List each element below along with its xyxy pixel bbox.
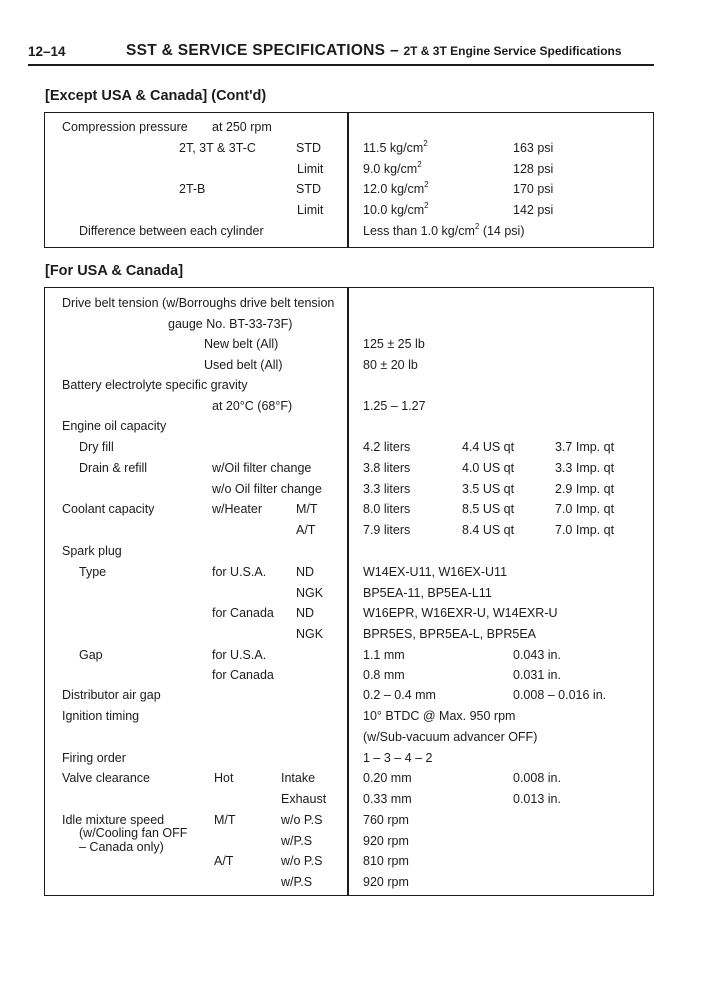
oil-liters: 4.2 liters xyxy=(363,440,411,454)
new-belt-value: 125 ± 25 lb xyxy=(363,337,425,351)
idle-label-3: – Canada only) xyxy=(79,840,164,854)
intake-label: Intake xyxy=(281,771,316,785)
used-belt-value: 80 ± 20 lb xyxy=(363,358,418,372)
exhaust-mm: 0.33 mm xyxy=(363,792,412,806)
ngk-label: NGK xyxy=(296,627,324,641)
ignition-label: Ignition timing xyxy=(62,709,140,723)
oil-imp-qt: 3.3 Imp. qt xyxy=(555,461,615,475)
oil-label: Engine oil capacity xyxy=(62,419,167,433)
for-canada-label: for Canada xyxy=(212,606,274,620)
for-usa-label: for U.S.A. xyxy=(212,648,267,662)
ngk-label: NGK xyxy=(296,586,324,600)
oil-liters: 3.3 liters xyxy=(363,482,411,496)
spark-type-value: W14EX-U11, W16EX-U11 xyxy=(363,565,508,579)
ignition-condition: (w/Sub-vacuum advancer OFF) xyxy=(363,730,538,744)
exhaust-label: Exhaust xyxy=(281,792,327,806)
engine-2t-3t: 2T, 3T & 3T-C xyxy=(179,141,256,155)
std-label: STD xyxy=(296,141,321,155)
idle-label-2: (w/Cooling fan OFF xyxy=(79,826,188,840)
difference-value xyxy=(363,224,525,238)
wo-filter-label: w/o Oil filter change xyxy=(212,482,322,496)
value: 9.0 xyxy=(363,162,381,176)
unit-exponent: 2 xyxy=(424,201,429,210)
hot-label: Hot xyxy=(214,771,234,785)
distributor-in: 0.008 – 0.016 in. xyxy=(513,688,607,702)
header-rule xyxy=(28,64,654,66)
belt-label-2: gauge No. BT-33-73F) xyxy=(168,317,293,331)
compression-value-kg xyxy=(363,141,428,155)
valve-clearance-label: Valve clearance xyxy=(62,771,151,785)
idle-rpm: 760 rpm xyxy=(363,813,409,827)
limit-label: Limit xyxy=(297,203,324,217)
page-subtitle: 2T & 3T Engine Service Spedifications xyxy=(403,44,622,58)
unit: kg/cm xyxy=(383,162,418,176)
gap-canada-in: 0.031 in. xyxy=(513,668,561,682)
idle-rpm: 920 rpm xyxy=(363,875,409,889)
unit-exponent: 2 xyxy=(417,160,422,169)
mt-label: M/T xyxy=(214,813,236,827)
idle-rpm: 920 rpm xyxy=(363,834,409,848)
drain-refill-label: Drain & refill xyxy=(79,461,148,475)
idle-rpm: 810 rpm xyxy=(363,854,409,868)
table-divider xyxy=(347,112,349,248)
spark-type-value: BP5EA-11, BP5EA-L11 xyxy=(363,586,492,600)
std-label: STD xyxy=(296,182,321,196)
limit-label: Limit xyxy=(297,162,324,176)
spark-type-value: BPR5ES, BPR5EA-L, BPR5EA xyxy=(363,627,536,641)
battery-value: 1.25 – 1.27 xyxy=(363,399,426,413)
compression-rpm: at 250 rpm xyxy=(212,120,272,134)
compression-value-psi: 163 psi xyxy=(513,141,554,155)
exhaust-in: 0.013 in. xyxy=(513,792,561,806)
mt-label: M/T xyxy=(296,502,318,516)
intake-mm: 0.20 mm xyxy=(363,771,412,785)
used-belt-label: Used belt (All) xyxy=(204,358,283,372)
compression-value-psi: 142 psi xyxy=(513,203,554,217)
difference-prefix: Less than 1.0 kg/cm xyxy=(363,224,475,238)
compression-value-kg xyxy=(363,162,422,176)
nd-label: ND xyxy=(296,565,315,579)
value: 10.0 xyxy=(363,203,388,217)
firing-order-label: Firing order xyxy=(62,751,126,765)
battery-condition: at 20°C (68°F) xyxy=(212,399,293,413)
at-label: A/T xyxy=(296,523,316,537)
for-canada-label: for Canada xyxy=(212,668,274,682)
new-belt-label: New belt (All) xyxy=(204,337,279,351)
gap-usa-in: 0.043 in. xyxy=(513,648,561,662)
table-divider xyxy=(347,287,349,896)
unit: kg/cm xyxy=(389,141,424,155)
w-filter-label: w/Oil filter change xyxy=(212,461,312,475)
title-dash: – xyxy=(389,42,399,59)
spark-gap-label: Gap xyxy=(79,648,103,662)
spark-type-label: Type xyxy=(79,565,107,579)
page-title-main: SST & SERVICE SPECIFICATIONS xyxy=(126,42,386,59)
ignition-value: 10° BTDC @ Max. 950 rpm xyxy=(363,709,516,723)
value: 12.0 xyxy=(363,182,388,196)
oil-imp-qt: 2.9 Imp. qt xyxy=(555,482,615,496)
at-label: A/T xyxy=(214,854,234,868)
oil-us-qt: 4.0 US qt xyxy=(462,461,515,475)
unit-exponent: 2 xyxy=(424,180,429,189)
nd-label: ND xyxy=(296,606,315,620)
spark-plug-label: Spark plug xyxy=(62,544,122,558)
compression-label: Compression pressure xyxy=(62,120,188,134)
oil-imp-qt: 3.7 Imp. qt xyxy=(555,440,615,454)
dry-fill-label: Dry fill xyxy=(79,440,114,454)
distributor-label: Distributor air gap xyxy=(62,688,161,702)
battery-label: Battery electrolyte specific gravity xyxy=(62,378,248,392)
coolant-imp-qt: 7.0 Imp. qt xyxy=(555,502,615,516)
intake-in: 0.008 in. xyxy=(513,771,561,785)
belt-label-1: Drive belt tension (w/Borroughs drive belt tension xyxy=(62,296,335,310)
spark-type-value: W16EPR, W16EXR-U, W14EXR-U xyxy=(363,606,558,620)
w-ps-label: w/P.S xyxy=(281,834,313,848)
section-title-usa-canada: [For USA & Canada] xyxy=(45,263,184,279)
distributor-mm: 0.2 – 0.4 mm xyxy=(363,688,436,702)
wo-ps-label: w/o P.S xyxy=(281,854,323,868)
idle-label-1: Idle mixture speed xyxy=(62,813,165,827)
coolant-us-qt: 8.4 US qt xyxy=(462,523,515,537)
oil-us-qt: 3.5 US qt xyxy=(462,482,515,496)
heater-label: w/Heater xyxy=(212,502,263,516)
difference-suffix: (14 psi) xyxy=(482,224,525,238)
gap-usa-mm: 1.1 mm xyxy=(363,648,405,662)
compression-value-psi: 170 psi xyxy=(513,182,554,196)
for-usa-label: for U.S.A. xyxy=(212,565,267,579)
wo-ps-label: w/o P.S xyxy=(281,813,323,827)
page-title xyxy=(126,42,622,60)
compression-value-kg xyxy=(363,182,429,196)
unit: kg/cm xyxy=(390,182,425,196)
difference-label: Difference between each cylinder xyxy=(79,224,264,238)
unit: kg/cm xyxy=(390,203,425,217)
coolant-us-qt: 8.5 US qt xyxy=(462,502,515,516)
coolant-imp-qt: 7.0 Imp. qt xyxy=(555,523,615,537)
coolant-liters: 7.9 liters xyxy=(363,523,411,537)
w-ps-label: w/P.S xyxy=(281,875,313,889)
firing-order-value: 1 – 3 – 4 – 2 xyxy=(363,751,433,765)
compression-value-psi: 128 psi xyxy=(513,162,554,176)
coolant-label: Coolant capacity xyxy=(62,502,155,516)
oil-us-qt: 4.4 US qt xyxy=(462,440,515,454)
gap-canada-mm: 0.8 mm xyxy=(363,668,405,682)
section-title-except-usa-canada: [Except USA & Canada] (Cont'd) xyxy=(45,88,267,104)
unit-exponent: 2 xyxy=(474,222,480,231)
value: 11.5 xyxy=(363,141,387,155)
oil-liters: 3.8 liters xyxy=(363,461,411,475)
engine-2t-b: 2T-B xyxy=(179,182,206,196)
unit-exponent: 2 xyxy=(423,139,428,148)
page-number: 12–14 xyxy=(28,44,66,59)
coolant-liters: 8.0 liters xyxy=(363,502,411,516)
compression-value-kg xyxy=(363,203,429,217)
